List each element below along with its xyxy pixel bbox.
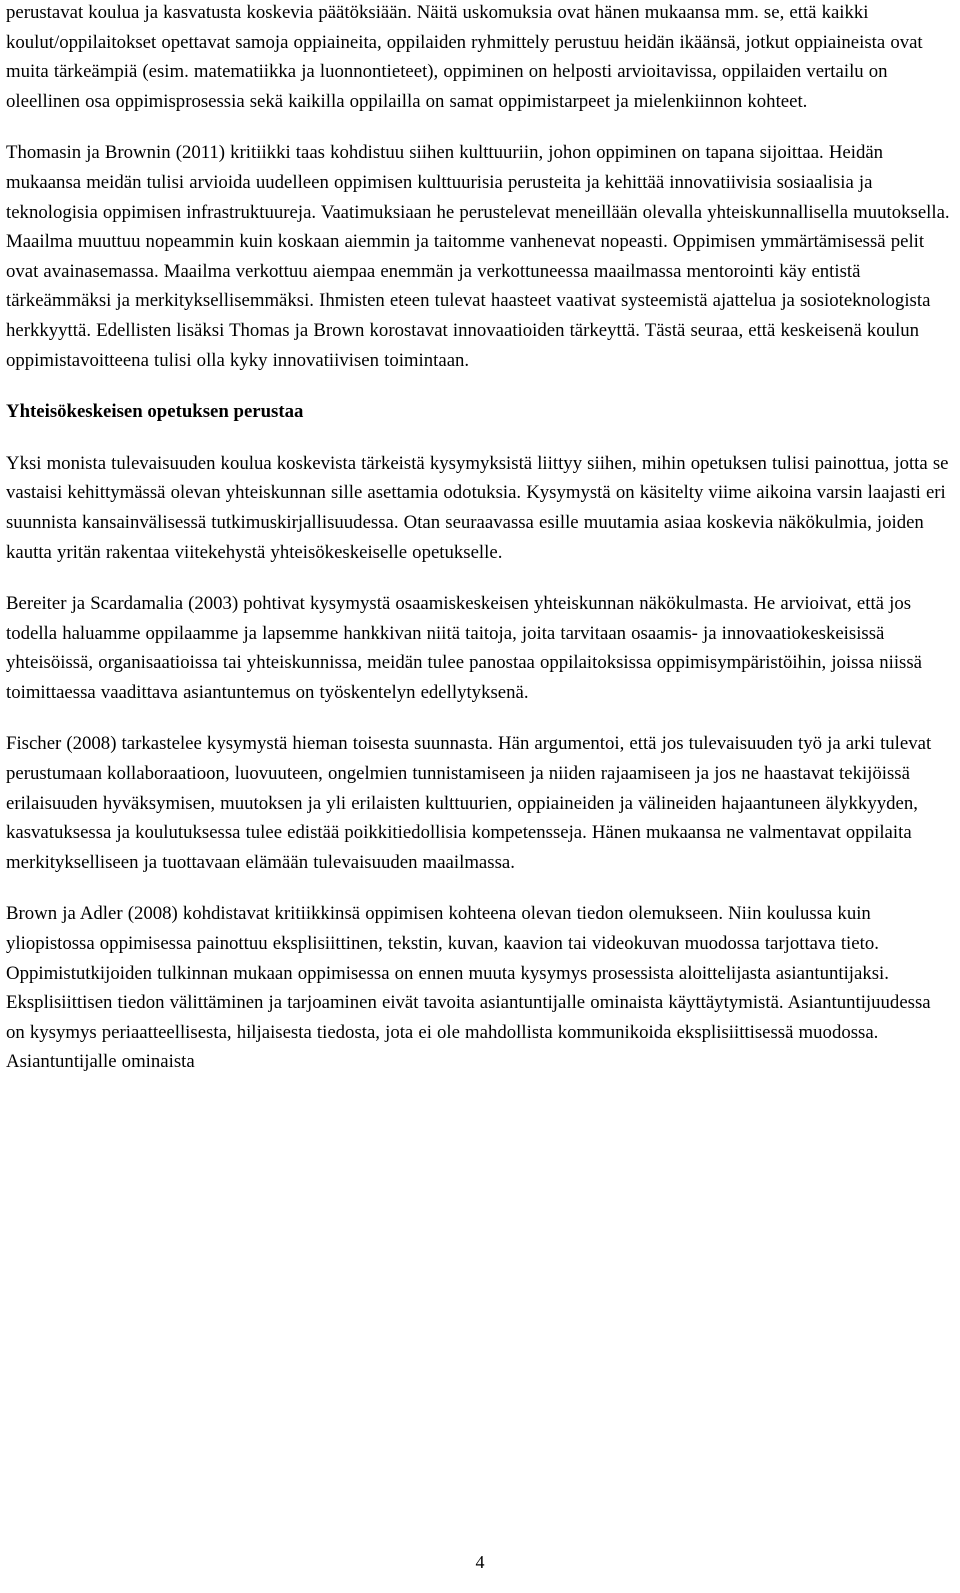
section-paragraph-3: Fischer (2008) tarkastelee kysymystä hieman toisesta suunnasta. Hän argumentoi, että jos tulevaisuuden työ ja arki tulevat perustumaan kollaboraatioon, luovuuteen, ongelmien tunnistamiseen ja niiden rajaamiseen ja jos ne haastavat tekijöissä erilaisuuden hyväksymisen, muutoksen ja yli erilaisten kulttuurien, oppiaineiden ja välineiden hajaantuneen älykkyyden, kasvatuksessa ja koulutuksessa tulee edistää poikkitiedollisia kompetensseja. Hänen mukaansa ne valmentavat oppilaita merkitykselliseen ja tuottavaan elämään tulevaisuuden maailmassa.	[6, 733, 932, 873]
body-paragraph-2: Thomasin ja Brownin (2011) kritiikki taas kohdistuu siihen kulttuuriin, johon oppiminen on tapana sijoittaa. Heidän mukaansa meidän tulisi arvioida uudelleen oppimisen kulttuurisia perusteita ja kehittää innovatiivisia sosiaalisia ja teknologisia oppimisen infrastruktuureja. Vaatimuksiaan he perustelevat meneillään olevalla yhteiskunnallisella muutoksella. Maailma muuttuu nopeammin kuin koskaan aiemmin ja taitomme vanhenevat nopeasti. Oppimisen ymmärtämisessä pelit ovat avainasemassa. Maailma verkottuu aiempaa enemmän ja verkottuneessa maailmassa mentorointi käy entistä tärkeämmäksi ja merkityksellisemmäksi. Ihmisten eteen tulevat haasteet vaativat systeemistä ajattelua ja sosioteknologista herkkyyttä. Edellisten lisäksi Thomas ja Brown korostavat innovaatioiden tärkeyttä. Tästä seuraa, että keskeisenä koulun oppimistavoitteena tulisi olla kyky innovatiivisen toimintaan.	[6, 142, 950, 371]
section-paragraph-2: Bereiter ja Scardamalia (2003) pohtivat kysymystä osaamiskeskeisen yhteiskunnan näkökulmasta. He arvioivat, että jos todella haluamme oppilaamme ja lapsemme hankkivan niitä taitoja, joita tarvitaan osaamis- ja innovaatiokeskeisissä yhteisöissä, organisaatioissa tai yhteiskunnissa, meidän tulee panostaa oppilaitoksissa oppimisympäristöihin, joissa niissä toimittaessa vaadittava asiantuntemus on työskentelyn edellytyksenä.	[6, 593, 923, 703]
section-paragraph-1: Yksi monista tulevaisuuden koulua koskevista tärkeistä kysymyksistä liittyy siihen, mihin opetuksen tulisi painottua, jotta se vastaisi kehittymässä olevan yhteiskunnan sille asettamia odotuksia. Kysymystä on käsitelty viime aikoina varsin laajasti eri suunnista kansainvälisessä tutkimuskirjallisuudessa. Otan seuraavassa esille muutamia asiaa koskevia näkökulmia, joiden kautta yritän rakentaa viitekehystä yhteisökeskeiselle opetukselle.	[6, 452, 949, 563]
page-number: 4	[475, 1552, 485, 1572]
section-paragraph-4: Brown ja Adler (2008) kohdistavat kritiikkinsä oppimisen kohteena olevan tiedon olemukseen. Niin koulussa kuin yliopistossa oppimisessa painottuu eksplisiittinen, tekstin, kuvan, kaavion tai videokuvan muodossa tarjottava tieto. Oppimistutkijoiden tulkinnan mukaan oppimisessa on ennen muuta kysymys prosessista aloittelijasta asiantuntijaksi. Eksplisiittisen tiedon välittäminen ja tarjoaminen eivät tavoita asiantuntijalle ominaista käyttäytymistä. Asiantuntijuudessa on kysymys periaatteellisesta, hiljaisesta tiedosta, jota ei ole mahdollista kommunikoida eksplisiittisessä muodossa. Asiantuntijalle ominaista	[6, 903, 931, 1073]
body-paragraph-1: perustavat koulua ja kasvatusta koskevia päätöksiään. Näitä uskomuksia ovat hänen mukaansa mm. se, että kaikki koulut/oppilaitokset opettavat samoja oppiaineita, oppilaiden ryhmittely perustuu heidän ikäänsä, jotkut oppiaineista ovat muita tärkeämpiä (esim. matematiikka ja luonnontieteet), oppiminen on helposti arvioitavissa, oppilaiden vertailu on oleellinen osa oppimisprosessia sekä kaikilla oppilailla on samat oppimistarpeet ja mielenkiinnon kohteet.	[6, 2, 923, 112]
section-heading: Yhteisökeskeisen opetuksen perustaa	[6, 401, 304, 423]
